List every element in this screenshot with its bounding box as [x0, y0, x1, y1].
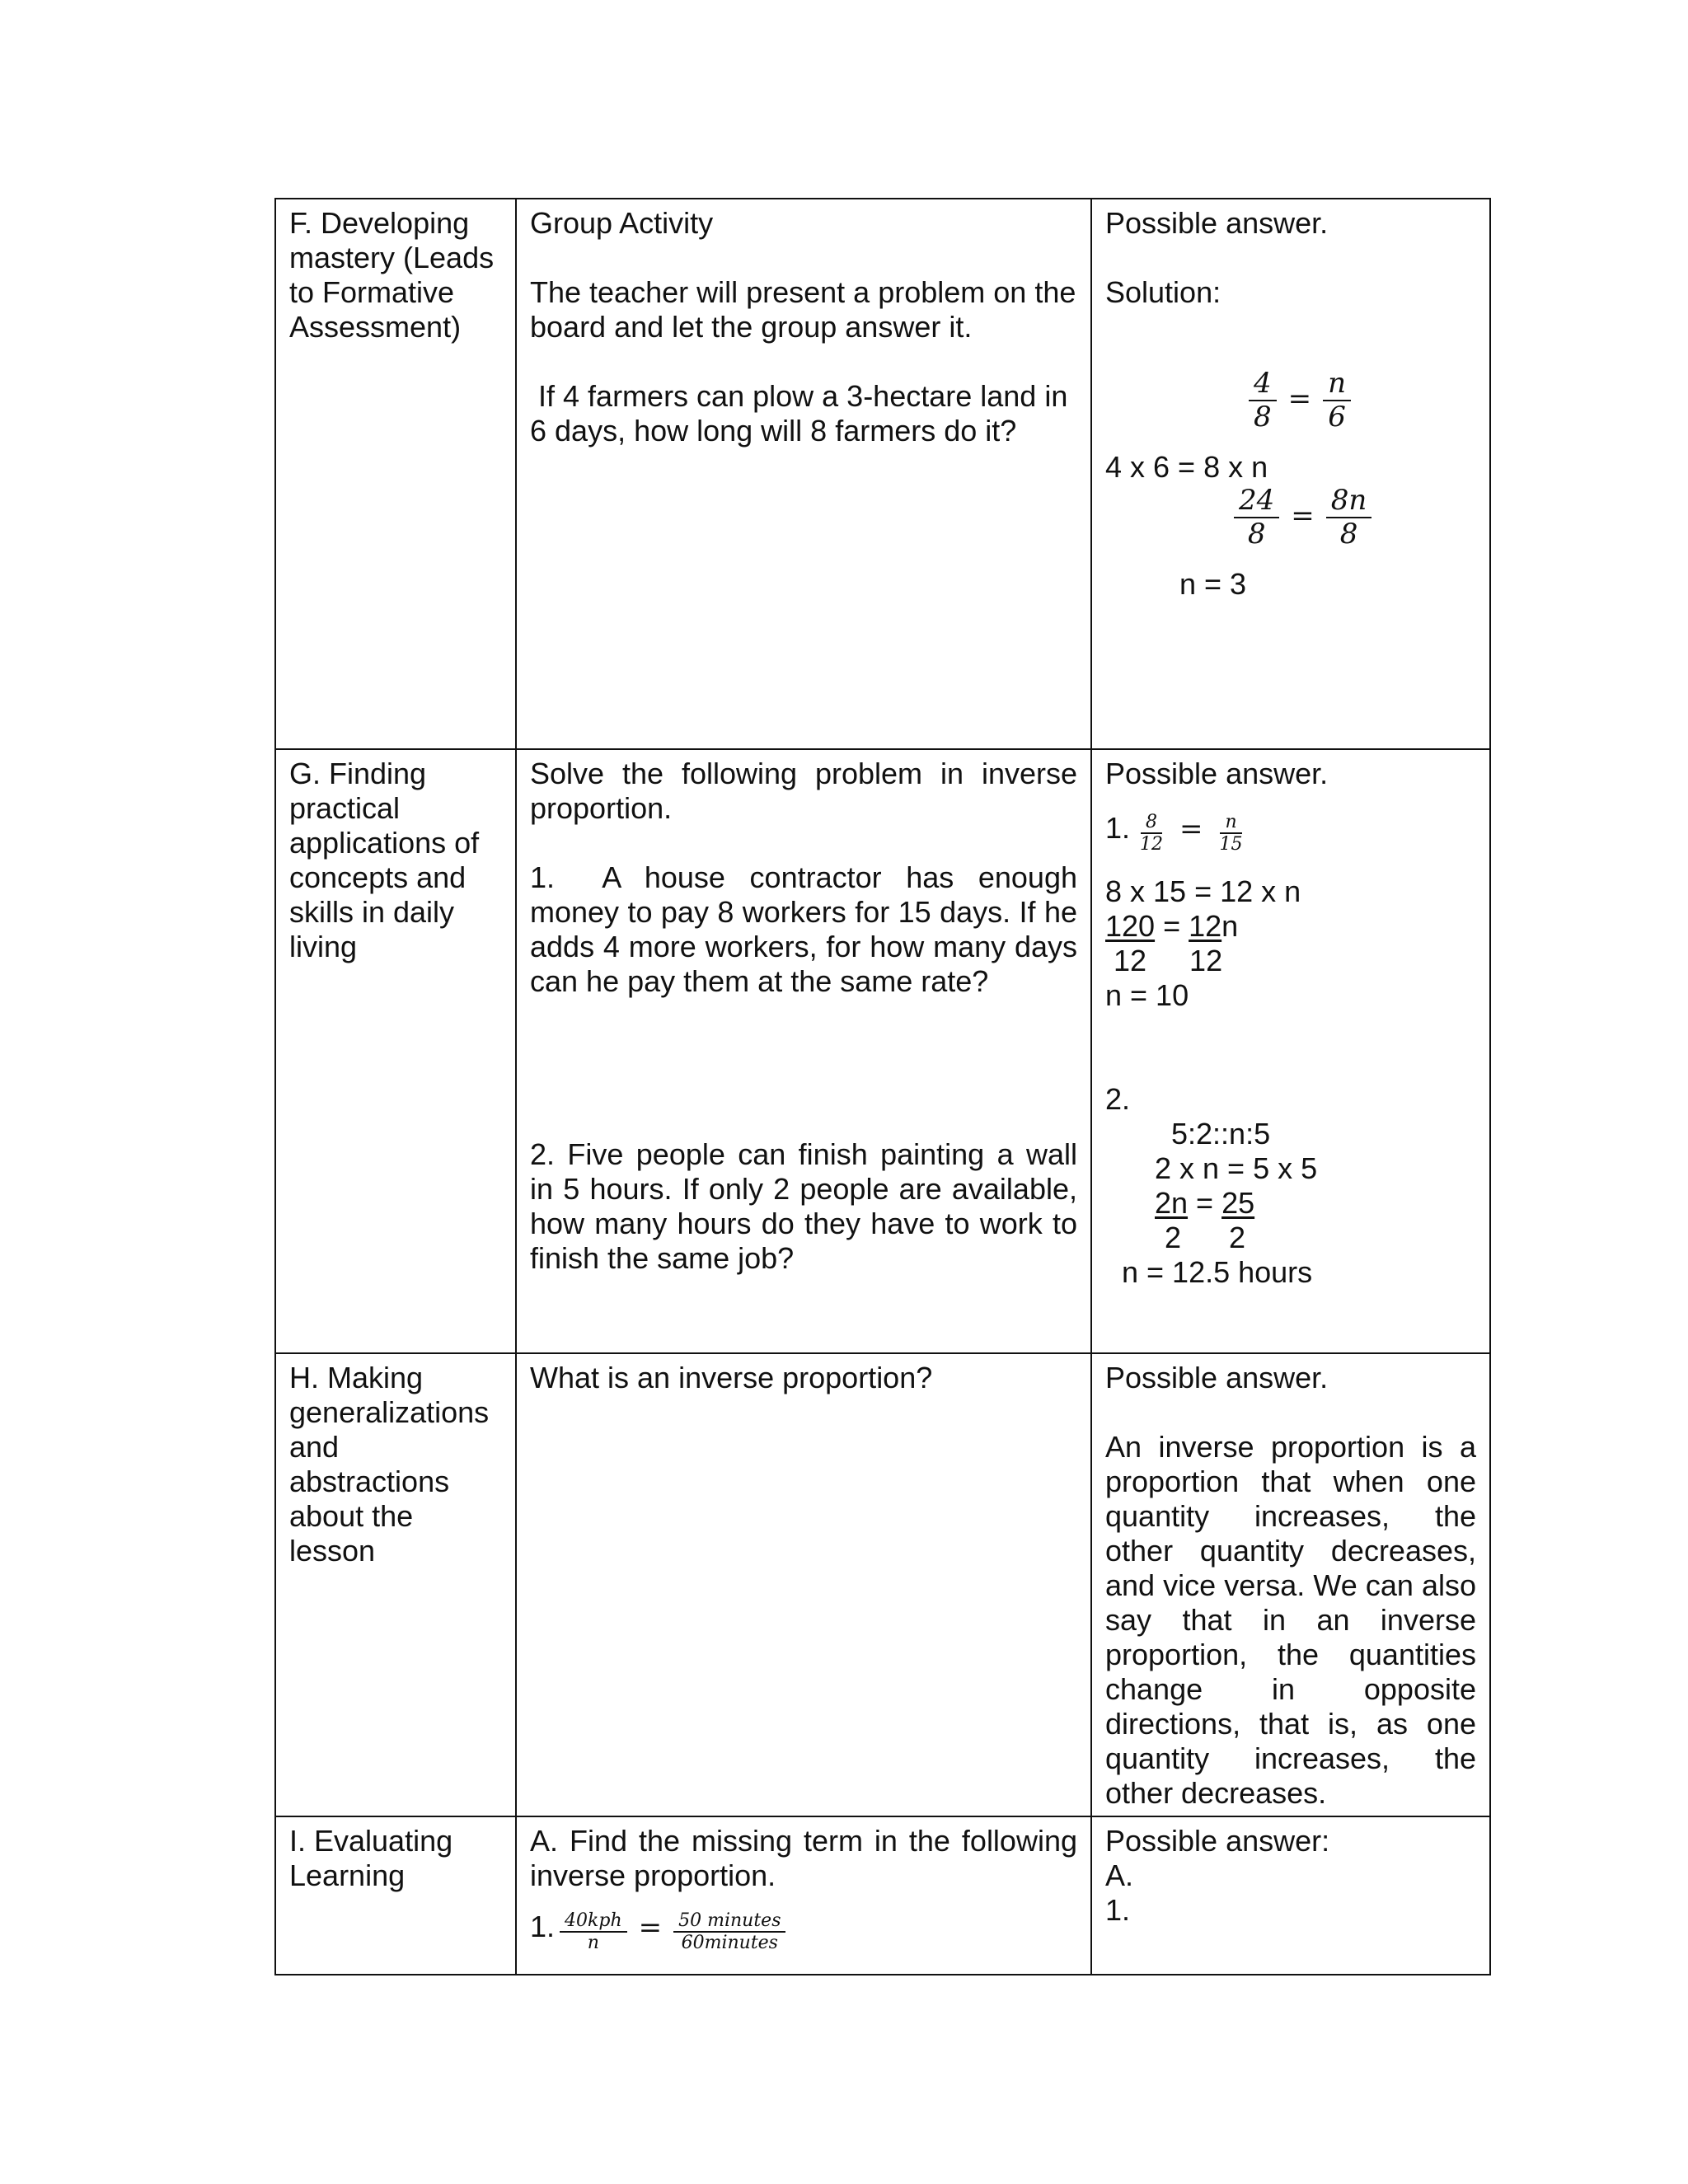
row-f-activity-problem: If 4 farmers can plow a 3-hectare land in 6 days, how long will 8 farmers do it? [530, 379, 1076, 448]
numerator-left: 120 [1105, 909, 1156, 944]
row-g-answer-1-proportion [1105, 811, 1476, 855]
row-g-answer-cell [1091, 749, 1490, 1353]
item-number: 1. [1105, 811, 1131, 845]
row-i-label: I. Evaluating Learning [289, 1824, 462, 1892]
row-i-activity-cell [516, 1816, 1091, 1975]
row-i-answer-cell [1091, 1816, 1490, 1975]
row-g-answer-1-step2 [1105, 909, 1476, 944]
row-g-answer-2-number: 2. [1105, 1082, 1131, 1117]
equals-sign: = [1287, 382, 1312, 416]
row-f-answer-cell [1091, 199, 1490, 749]
row-i-answer-a: A. [1105, 1858, 1134, 1892]
row-h-label: H. Making generalizations and abstractions about the lesson [289, 1361, 498, 1568]
row-h-label-cell [275, 1353, 516, 1816]
row-f-proportion [1105, 368, 1476, 434]
frac-denominator: 8 [1254, 401, 1272, 434]
denominator-left: 12 [1114, 944, 1147, 978]
row-g-answer-2-denominators [1105, 1221, 1476, 1255]
frac-numerator: 4 [1249, 368, 1277, 401]
frac-numerator: n [1323, 368, 1351, 401]
frac-numerator: 50 minutes [673, 1910, 785, 1933]
frac-numerator: 8 [1141, 812, 1162, 834]
denominator-right: 12 [1189, 944, 1223, 978]
row-h-activity-cell [516, 1353, 1091, 1816]
numerator-left: 2n [1155, 1186, 1189, 1221]
numerator-variable: n [1221, 909, 1239, 944]
row-g-label: G. Finding practical applications of concepts and skills in daily living [289, 757, 488, 963]
row-f-answer-title: Possible answer. [1105, 206, 1329, 240]
equals-sign: = [1188, 1186, 1222, 1221]
row-g-answer-title: Possible answer. [1105, 757, 1329, 790]
row-f-step1: 4 x 6 = 8 x n [1105, 450, 1268, 485]
row-h-answer-title: Possible answer. [1105, 1361, 1329, 1394]
frac-numerator: 8n [1326, 485, 1372, 518]
equals-sign: = [1179, 813, 1203, 846]
table-row-f [275, 199, 1490, 749]
row-g-problem-2: 2. Five people can finish painting a wall in 5 hours. If only 2 people are available, how many hours do they have to work to finish the same job? [530, 1137, 1086, 1275]
row-g-answer-2-ratio: 5:2::n:5 [1171, 1117, 1271, 1151]
row-i-answer-1: 1. [1105, 1893, 1131, 1927]
row-g-answer-1-denominators [1105, 944, 1476, 978]
row-i-item-1 [530, 1910, 1077, 1953]
lesson-plan-table [274, 198, 1491, 1975]
denominator-right: 2 [1229, 1221, 1246, 1255]
row-h-answer-cell [1091, 1353, 1490, 1816]
frac-numerator: 40kph [560, 1910, 627, 1933]
frac-denominator: 8 [1339, 518, 1358, 551]
table-row-g [275, 749, 1490, 1353]
equals-sign: = [638, 1911, 663, 1944]
row-g-answer-2-step2 [1105, 1186, 1476, 1221]
frac-denominator: 8 [1247, 518, 1266, 551]
frac-denominator: 6 [1328, 401, 1346, 434]
row-f-result: n = 3 [1179, 567, 1247, 602]
row-g-intro: Solve the following problem in inverse proportion. [530, 757, 1086, 825]
frac-denominator: n [587, 1933, 599, 1953]
row-h-question: What is an inverse proportion? [530, 1361, 933, 1394]
item-number: 1. [530, 1910, 556, 1943]
frac-denominator: 12 [1140, 834, 1164, 855]
row-g-answer-1-step1: 8 x 15 = 12 x n [1105, 874, 1301, 909]
frac-denominator: 60minutes [681, 1933, 778, 1953]
row-i-label-cell [275, 1816, 516, 1975]
numerator-right: 12 [1189, 909, 1222, 944]
row-f-division-step [1105, 485, 1476, 551]
row-f-label-cell [275, 199, 516, 749]
row-f-activity-title: Group Activity [530, 206, 714, 240]
row-f-activity-text: The teacher will present a problem on the board and let the group answer it. [530, 275, 1085, 344]
row-g-label-cell [275, 749, 516, 1353]
row-f-activity-cell [516, 199, 1091, 749]
numerator-right: 25 [1221, 1186, 1255, 1221]
row-g-answer-2-step1: 2 x n = 5 x 5 [1155, 1151, 1318, 1186]
row-h-answer-text: An inverse proportion is a proportion that when one quantity increases, the other quantity decreases, and vice versa. We can also say that in an inverse proportion, the quantities change in opposite directions, that is, as one quantity increases, the other decreases. [1105, 1430, 1476, 1810]
row-i-instruction: A. Find the missing term in the following inverse proportion. [530, 1824, 1086, 1892]
row-f-solution-label: Solution: [1105, 275, 1221, 309]
frac-numerator: 24 [1234, 485, 1279, 518]
row-i-answer-title: Possible answer: [1105, 1824, 1330, 1858]
row-g-answer-2-result: n = 12.5 hours [1122, 1255, 1313, 1290]
frac-denominator: 15 [1219, 834, 1243, 855]
row-f-label: F. Developing mastery (Leads to Formative Assessment) [289, 206, 503, 344]
denominator-left: 2 [1165, 1221, 1182, 1255]
equals-sign: = [1291, 499, 1315, 533]
frac-numerator: n [1220, 812, 1241, 834]
equals-sign: = [1155, 909, 1189, 944]
row-g-activity-cell [516, 749, 1091, 1353]
row-g-problem-1: 1. A house contractor has enough money to pay 8 workers for 15 days. If he adds 4 more workers, for how many days can he pay them at the same rate? [530, 860, 1086, 998]
table-row-i [275, 1816, 1490, 1975]
table-row-h [275, 1353, 1490, 1816]
row-g-answer-1-result: n = 10 [1105, 978, 1189, 1013]
